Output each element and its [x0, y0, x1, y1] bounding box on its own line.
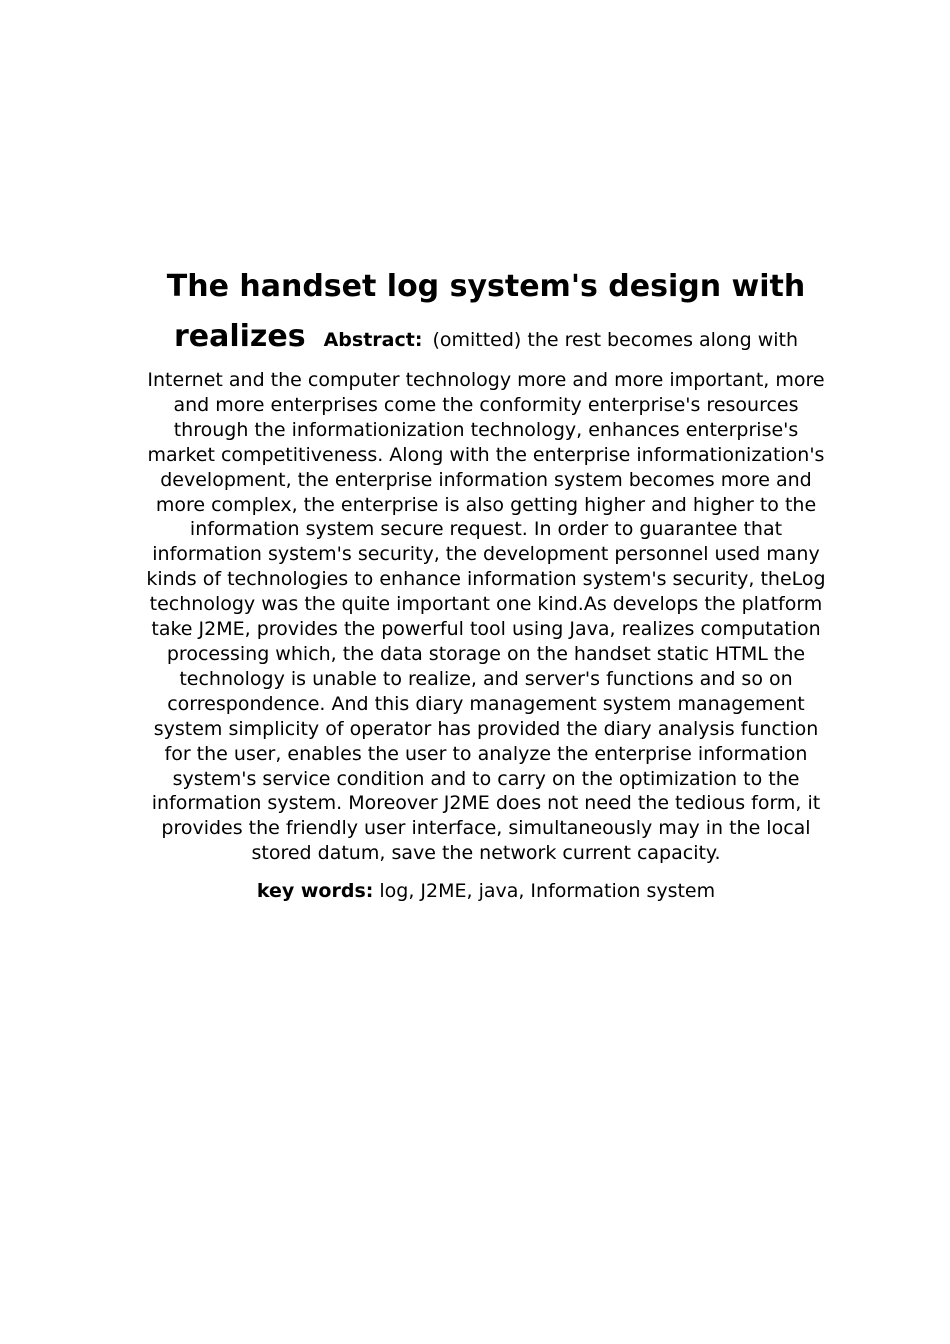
keyword-separator: ,	[518, 880, 525, 903]
keyword-separator: ,	[466, 880, 473, 903]
document-page	[140, 262, 832, 904]
keyword-item: java	[478, 880, 519, 903]
keywords-line	[140, 878, 832, 904]
abstract-colon: :	[414, 329, 423, 351]
keyword-item: J2ME	[420, 880, 467, 903]
title-line-1: The handset log system's design with	[166, 269, 806, 304]
keywords-label: key words:	[256, 880, 374, 903]
keyword-item: Information system	[530, 880, 716, 903]
abstract-lead-text: (omitted) the rest becomes along with	[432, 329, 799, 351]
title-line-2	[140, 312, 832, 366]
abstract-body: Internet and the computer technology more and more important, more and more enterprises come the conformity enterprise's resources through the informationization technology, enhances enterprise's market competitiveness. Along with the enterprise informationization's development, the enterprise information system becomes more and more complex, the enterprise is also getting higher and higher to the information system secure request. In order to guarantee that information system's security, the development personnel used many kinds of technologies to enhance information system's security, theLog technology was the quite important one kind.As develops the platform take J2ME, provides the powerful tool using Java, realizes computation processing which, the data storage on the handset static HTML the technology is unable to realize, and server's functions and so on correspondence. And this diary management system management system simplicity of operator has provided the diary analysis function for the user, enables the user to analyze the enterprise information system's service condition and to carry on the optimization to the information system. Moreover J2ME does not need the tedious form, it provides the friendly user interface, simultaneously may in the local stored datum, save the network current capacity.	[146, 369, 826, 865]
title-line-2-text: realizes	[173, 319, 306, 354]
keyword-separator: ,	[408, 880, 415, 903]
abstract-label: Abstract	[323, 329, 415, 351]
keyword-item: log	[379, 880, 409, 903]
